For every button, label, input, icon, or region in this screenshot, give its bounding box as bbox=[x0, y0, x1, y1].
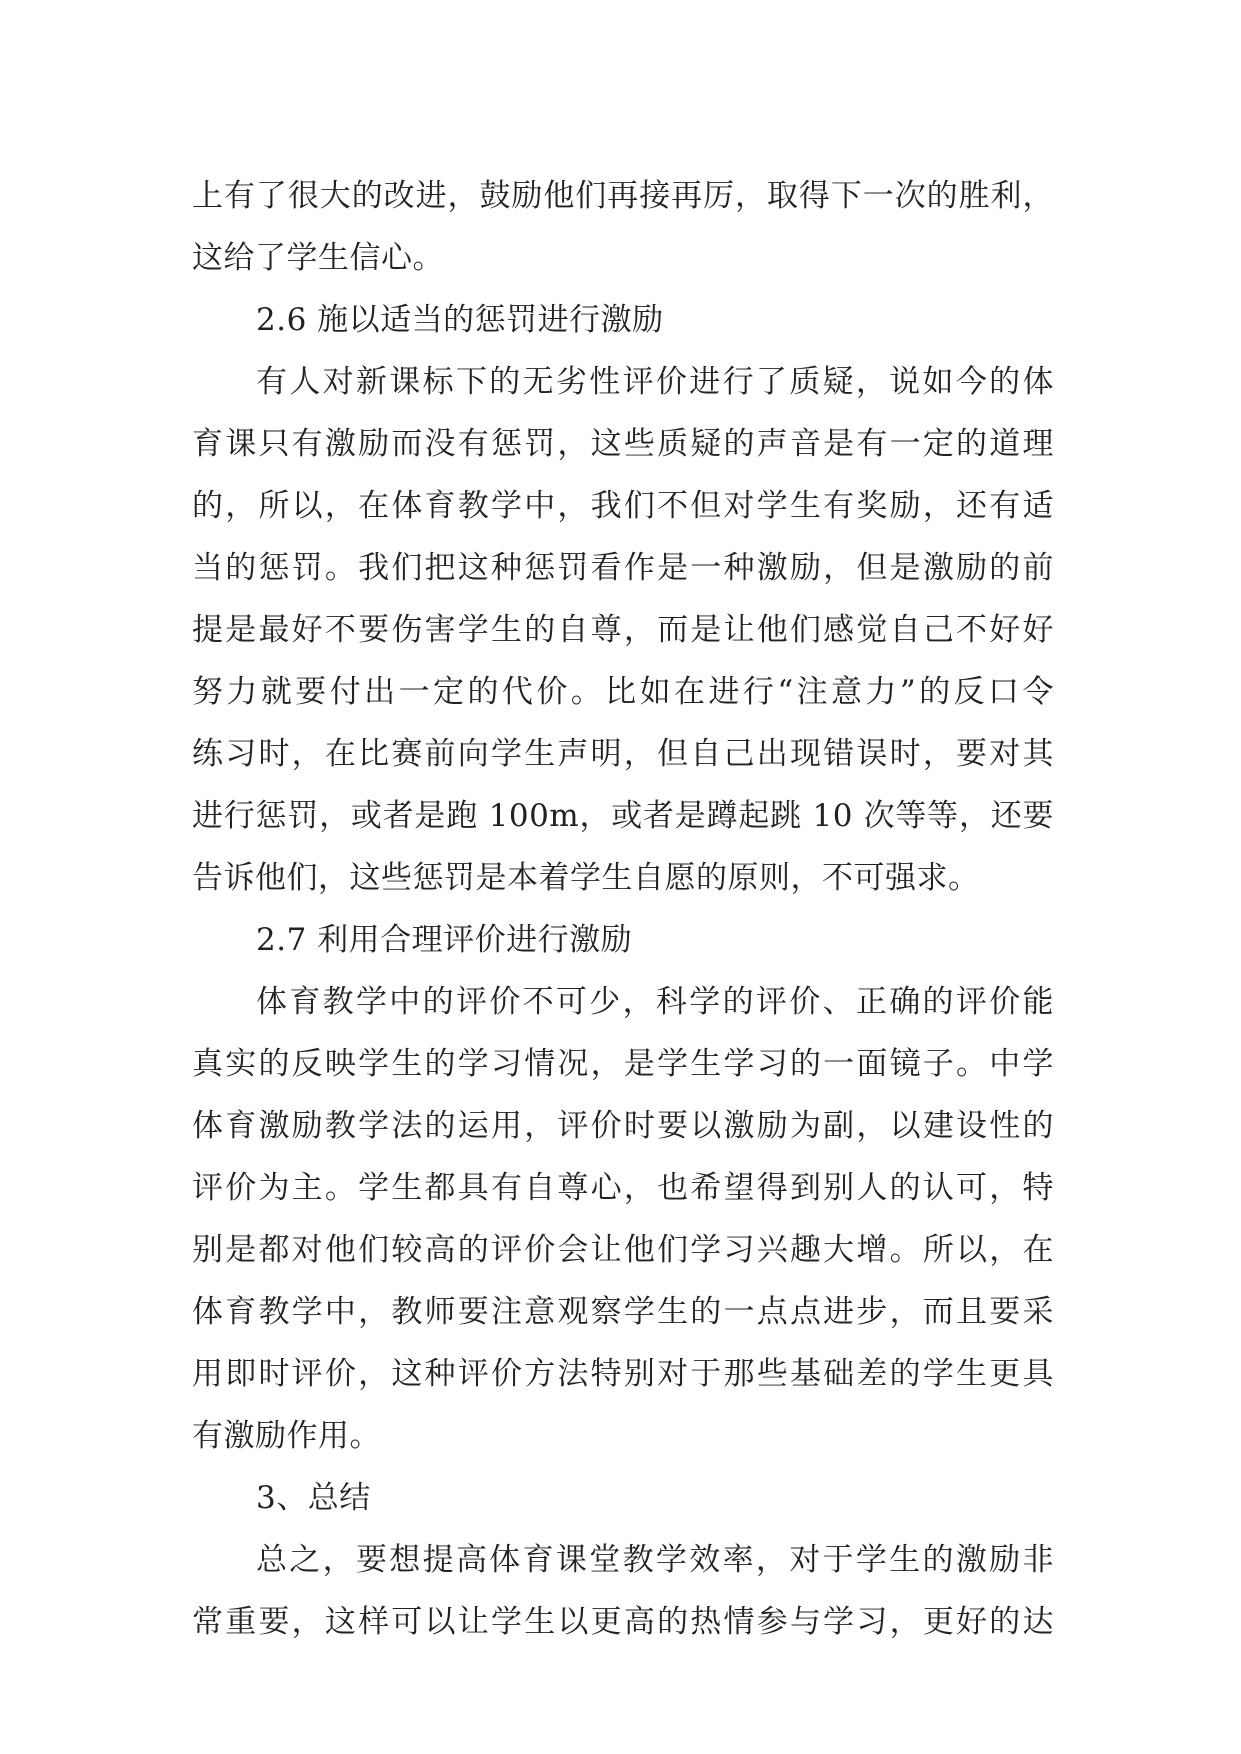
text-line: 这给了学生信心。 bbox=[192, 240, 444, 276]
text-line: 评价为主。学生都具有自尊心，也希望得到别人的认可，特 bbox=[192, 1170, 1054, 1206]
text-line: 有激励作用。 bbox=[192, 1418, 381, 1454]
text-line: 体育教学中的评价不可少，科学的评价、正确的评价能 bbox=[256, 984, 1054, 1020]
text-line: 有人对新课标下的无劣性评价进行了质疑，说如今的体 bbox=[256, 364, 1054, 400]
text-line: 育课只有激励而没有惩罚，这些质疑的声音是有一定的道理 bbox=[192, 426, 1054, 462]
text-line: 当的惩罚。我们把这种惩罚看作是一种激励，但是激励的前 bbox=[192, 550, 1054, 586]
text-line: 的，所以，在体育教学中，我们不但对学生有奖励，还有适 bbox=[192, 488, 1054, 524]
section-heading: 3、总结 bbox=[256, 1480, 371, 1516]
text-line: 别是都对他们较高的评价会让他们学习兴趣大增。所以，在 bbox=[192, 1232, 1054, 1268]
text-line: 用即时评价，这种评价方法特别对于那些基础差的学生更具 bbox=[192, 1356, 1054, 1392]
text-line: 提是最好不要伤害学生的自尊，而是让他们感觉自己不好好 bbox=[192, 612, 1054, 648]
text-line: 总之，要想提高体育课堂教学效率，对于学生的激励非 bbox=[256, 1542, 1054, 1578]
section-heading: 2.6 施以适当的惩罚进行激励 bbox=[256, 302, 664, 338]
text-line: 练习时，在比赛前向学生声明，但自己出现错误时，要对其 bbox=[192, 736, 1054, 772]
text-line: 进行惩罚，或者是跑 100m，或者是蹲起跳 10 次等等，还要 bbox=[192, 798, 1054, 834]
text-line: 真实的反映学生的学习情况，是学生学习的一面镜子。中学 bbox=[192, 1046, 1054, 1082]
text-line: 上有了很大的改进，鼓励他们再接再厉，取得下一次的胜利， bbox=[192, 178, 1054, 214]
text-line: 体育教学中，教师要注意观察学生的一点点进步，而且要采 bbox=[192, 1294, 1054, 1330]
text-line: 体育激励教学法的运用，评价时要以激励为副，以建设性的 bbox=[192, 1108, 1054, 1144]
section-heading: 2.7 利用合理评价进行激励 bbox=[256, 922, 633, 958]
text-line: 常重要，这样可以让学生以更高的热情参与学习，更好的达 bbox=[192, 1604, 1054, 1640]
text-line: 努力就要付出一定的代价。比如在进行“注意力”的反口令 bbox=[192, 674, 1054, 710]
text-line: 告诉他们，这些惩罚是本着学生自愿的原则，不可强求。 bbox=[192, 860, 980, 896]
document-body bbox=[192, 165, 1054, 1653]
